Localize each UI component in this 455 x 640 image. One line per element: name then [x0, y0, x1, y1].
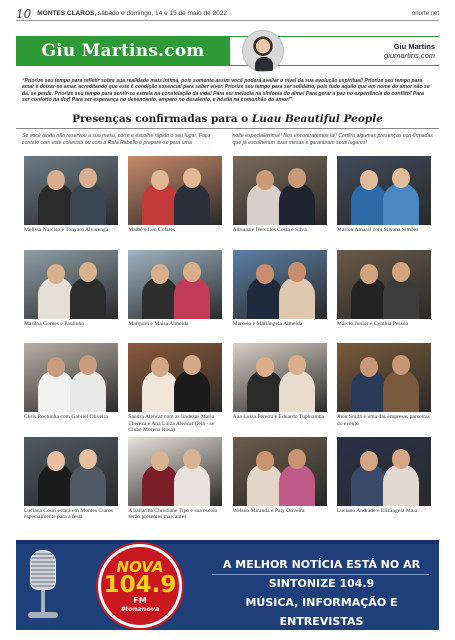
- photo-grid: [24, 156, 431, 530]
- photo-caption: Luciana Couri estará em Montes Claros especialmente para a festa: [24, 507, 114, 521]
- photo-caption: Melissa Narciso e Tonyaro Alvarenga: [24, 227, 109, 233]
- photo-card: [337, 250, 431, 344]
- photo-caption: Chris Rochinha com Gabriel Oliveira: [24, 414, 108, 420]
- photo-image[interactable]: [128, 343, 222, 412]
- person-figure: [383, 370, 419, 412]
- person-head: [256, 264, 274, 284]
- logo-band: FM: [133, 595, 147, 605]
- photo-image[interactable]: [233, 343, 327, 412]
- column-title-band: [16, 36, 230, 66]
- section-intro: [22, 133, 433, 146]
- person-figure: [383, 464, 419, 506]
- person-figure: [279, 277, 315, 319]
- photo-card: [24, 343, 118, 437]
- person-head: [360, 264, 378, 284]
- photo-card: [24, 250, 118, 344]
- logo-frequency: 104.9: [103, 571, 177, 598]
- column-title: Giu Martins.com: [41, 41, 205, 61]
- photo-card: [128, 343, 222, 437]
- photo-caption: Marilha Gomes e Paulinho: [24, 320, 85, 327]
- person-head: [256, 451, 274, 471]
- person-figure: [279, 183, 315, 225]
- photo-image[interactable]: [337, 156, 431, 225]
- photo-image[interactable]: [24, 156, 118, 225]
- radio-ad-banner[interactable]: [16, 540, 439, 630]
- photo-image[interactable]: [337, 343, 431, 412]
- logo-brand: NOVA: [116, 557, 164, 576]
- ad-text: [212, 555, 431, 630]
- author-name: Giu Martins: [393, 42, 435, 51]
- photo-caption: Ana Luiza Pereira e Eduardo Tupinamba: [232, 414, 325, 420]
- person-head: [151, 451, 169, 471]
- person-figure: [70, 183, 106, 225]
- person-head: [288, 262, 306, 282]
- author-url[interactable]: giumartins.com: [384, 51, 435, 60]
- photo-card: [128, 250, 222, 344]
- photo-image[interactable]: [233, 156, 327, 225]
- page-header: [16, 7, 439, 21]
- photo-caption: Marcelo e Mariângela Almeida: [232, 320, 303, 327]
- person-figure: [70, 464, 106, 506]
- person-figure: [70, 277, 106, 319]
- person-figure: [174, 464, 210, 506]
- photo-caption: Jhon Smith é uma das empresas parceiras do evento: [336, 414, 430, 427]
- person-head: [47, 264, 65, 284]
- person-head: [392, 262, 410, 282]
- radio-logo: [98, 544, 182, 628]
- ad-line-1: A MELHOR NOTÍCIA ESTÁ NO AR: [222, 558, 421, 571]
- site-url[interactable]: onorte.net: [411, 10, 439, 17]
- section-title: Presenças confirmadas para o Luau Beautiful People: [16, 113, 439, 129]
- photo-image[interactable]: [24, 343, 118, 412]
- person-head: [288, 168, 306, 188]
- person-head: [392, 449, 410, 469]
- person-head: [288, 449, 306, 469]
- person-head: [392, 168, 410, 188]
- photo-image[interactable]: [24, 437, 118, 506]
- person-figure: [70, 370, 106, 412]
- microphone-base: [28, 612, 58, 618]
- page-number: 10: [16, 6, 32, 21]
- author-avatar: [242, 30, 284, 72]
- photo-card: [128, 437, 222, 531]
- photo-caption: Welson Miranda e Paty Oliveira: [232, 507, 305, 514]
- person-figure: [383, 183, 419, 225]
- ad-line-2: SINTONIZE 104.9: [268, 577, 375, 590]
- photo-image[interactable]: [337, 437, 431, 506]
- person-head: [47, 170, 65, 190]
- photo-caption: Márcio Junior e Cynthia Pessoa: [336, 320, 409, 327]
- logo-hashtag: #tonanova: [120, 604, 160, 613]
- photo-caption: Marlon Amaral com Silvana Simões: [336, 227, 419, 233]
- ad-divider: [212, 574, 429, 575]
- person-head: [256, 357, 274, 377]
- microphone-stand: [41, 590, 45, 614]
- person-head: [79, 262, 97, 282]
- author-byline: [384, 42, 435, 60]
- photo-image[interactable]: [233, 250, 327, 319]
- person-figure: [383, 277, 419, 319]
- person-head: [79, 168, 97, 188]
- column-header: [16, 30, 439, 72]
- person-head: [360, 170, 378, 190]
- intro-right: noite especialérrima!! Nos encontraremos lá!! Confira algumas presenças con-firmadas que já escolheram suas mesas e garantiram seus lugares!: [232, 133, 433, 146]
- photo-caption: Marquim e Maisa Almeida: [128, 320, 189, 327]
- photo-card: [337, 343, 431, 437]
- person-figure: [174, 183, 210, 225]
- microphone-icon: [30, 550, 56, 590]
- photo-caption: Maibê e Leo Colares: [128, 227, 176, 233]
- person-head: [360, 451, 378, 471]
- person-figure: [279, 370, 315, 412]
- photo-card: [233, 156, 327, 250]
- person-head: [47, 357, 65, 377]
- photo-card: [233, 343, 327, 437]
- person-head: [392, 355, 410, 375]
- person-head: [256, 170, 274, 190]
- photo-caption: Sandra Alencar com as lindezas Maria Thereza e Ana Luiza Alencar (lela - se Clube Morena Rosa): [128, 414, 215, 434]
- photo-image[interactable]: [128, 250, 222, 319]
- photo-image[interactable]: [128, 437, 222, 506]
- ad-stripe: [16, 540, 439, 544]
- intro-left: Se você ainda não reservou a sua mesa, corre e escolhe rápido o seu lugar. Faça contato com este colunista ou com a Rafa Rabello e prepare-se para uma: [22, 133, 211, 146]
- photo-card: [24, 437, 118, 531]
- person-head: [183, 262, 201, 282]
- person-head: [183, 449, 201, 469]
- column-quote: “Priorize seu tempo para refletir sobre sua realidade mais íntima, pois somente assim você poderá avaliar o nível da sua evolução espiritual! Priorize seu tempo para amar e deixar-se amar, acreditando que este é condição essencial para saber viver. Priorize seu tempo para ser solidário, pois tudo aquilo que em nome do amor não se dá, se perde. Priorize seu tempo para sentir-se estrela na constelação da vida! Para ser melodia na sinfonia do alma! Para gerar a paz no experiência do conflito! Para ser conforto na dor! Para ser esperança no desencanto, amparo no desalento, e hóstia na comunhão do amor!”: [22, 78, 430, 104]
- photo-caption: Luciano Andrade e Elizângela Maia: [336, 507, 418, 514]
- person-figure: [174, 277, 210, 319]
- person-head: [47, 451, 65, 471]
- photo-card: [337, 437, 431, 531]
- person-head: [288, 355, 306, 375]
- person-head: [360, 357, 378, 377]
- person-head: [79, 355, 97, 375]
- photo-card: [128, 156, 222, 250]
- person-figure: [174, 370, 210, 412]
- photo-caption: Adriana e Hercules Costa e Silva: [232, 227, 307, 233]
- photo-card: [233, 437, 327, 531]
- photo-card: [24, 156, 118, 250]
- photo-image[interactable]: [337, 250, 431, 319]
- photo-card: [337, 156, 431, 250]
- person-head: [79, 449, 97, 469]
- photo-image[interactable]: [128, 156, 222, 225]
- date-line: MONTES CLAROS, sábado e domingo, 14 e 15 de maio de 2022: [37, 10, 227, 17]
- person-head: [151, 264, 169, 284]
- photo-card: [233, 250, 327, 344]
- person-figure: [279, 464, 315, 506]
- photo-image[interactable]: [24, 250, 118, 319]
- photo-caption: A bailarina Christiane Tipo e sua escola serão presentes marcantes: [128, 507, 218, 521]
- ad-line-3: MÚSICA, INFORMAÇÃO E ENTREVISTAS: [245, 596, 398, 628]
- photo-image[interactable]: [233, 437, 327, 506]
